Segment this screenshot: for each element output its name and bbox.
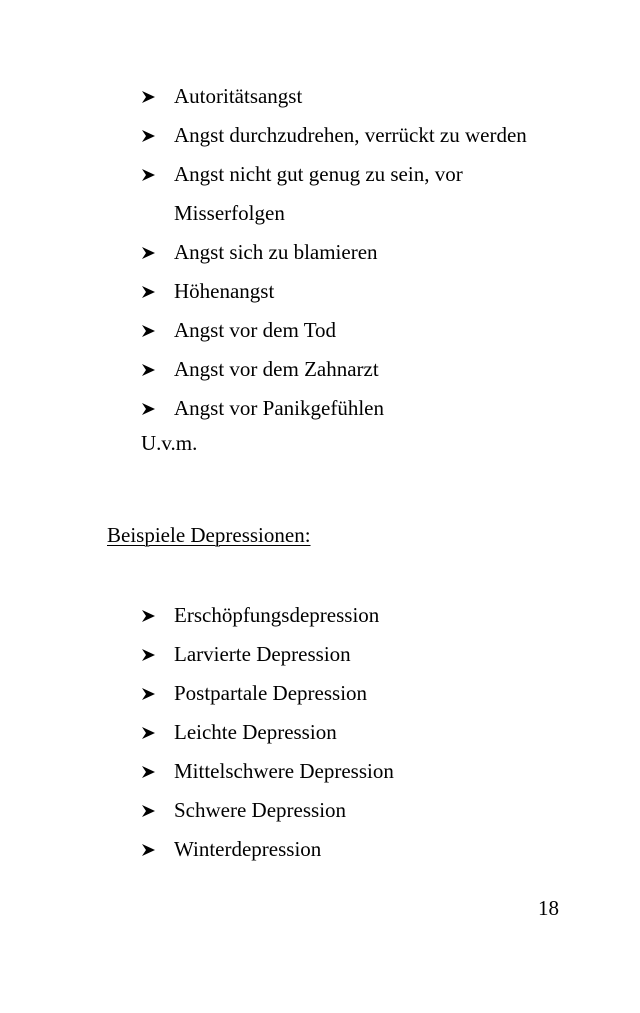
- list-item-text: Angst sich zu blamieren: [174, 240, 378, 264]
- list-item-text: Höhenangst: [174, 279, 275, 303]
- arrowhead-bullet-icon: [141, 233, 174, 272]
- arrowhead-bullet-icon: [141, 596, 174, 635]
- arrowhead-bullet-icon: [141, 635, 174, 674]
- list-item-text: Angst nicht gut genug zu sein, vor Misserfolgen: [174, 162, 463, 225]
- list-item-text: Angst vor dem Zahnarzt: [174, 357, 379, 381]
- list-item: [141, 233, 581, 272]
- arrowhead-bullet-icon: [141, 155, 174, 194]
- list-item: [141, 311, 581, 350]
- list-item: [141, 635, 581, 674]
- list-item: [141, 713, 581, 752]
- list-item-text: Larvierte Depression: [174, 642, 351, 666]
- depressions-list: [141, 596, 581, 869]
- arrowhead-bullet-icon: [141, 389, 174, 428]
- arrowhead-bullet-icon: [141, 311, 174, 350]
- list-item: [141, 155, 581, 233]
- page-number: 18: [538, 896, 559, 920]
- arrowhead-bullet-icon: [141, 77, 174, 116]
- list-item-text: Postpartale Depression: [174, 681, 368, 705]
- arrowhead-bullet-icon: [141, 791, 174, 830]
- arrowhead-bullet-icon: [141, 752, 174, 791]
- list-item: [141, 596, 581, 635]
- list-item: [141, 791, 581, 830]
- list-item-text: Erschöpfungsdepression: [174, 603, 380, 627]
- arrowhead-bullet-icon: [141, 674, 174, 713]
- list-item-text: Angst durchzudrehen, verrückt zu werden: [174, 123, 527, 147]
- list-item-text: Mittelschwere Depression: [174, 759, 394, 783]
- arrowhead-bullet-icon: [141, 272, 174, 311]
- list-item: [141, 350, 581, 389]
- list-item: [141, 272, 581, 311]
- arrowhead-bullet-icon: [141, 350, 174, 389]
- arrowhead-bullet-icon: [141, 713, 174, 752]
- list-item: [141, 389, 581, 428]
- list-item-text: Angst vor dem Tod: [174, 318, 337, 342]
- list-item-text: Schwere Depression: [174, 798, 347, 822]
- list-item-text: Autoritätsangst: [174, 84, 303, 108]
- list-item-text: Angst vor Panikgefühlen: [174, 396, 384, 420]
- list-item-text: Leichte Depression: [174, 720, 337, 744]
- list-item: [141, 830, 581, 869]
- list-item-text: Winterdepression: [174, 837, 322, 861]
- etc-text: U.v.m.: [141, 431, 198, 455]
- section-heading: Beispiele Depressionen:: [107, 523, 311, 547]
- list-item: [141, 116, 581, 155]
- arrowhead-bullet-icon: [141, 116, 174, 155]
- fears-list: [141, 77, 581, 428]
- arrowhead-bullet-icon: [141, 830, 174, 869]
- list-item: [141, 752, 581, 791]
- list-item: [141, 674, 581, 713]
- list-item: [141, 77, 581, 116]
